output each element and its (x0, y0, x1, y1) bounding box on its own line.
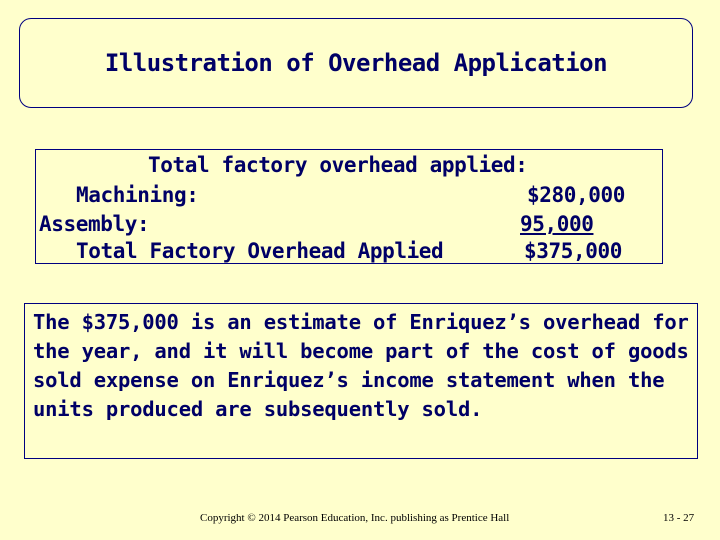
row-label-machining: Machining: (76, 183, 199, 207)
copyright-footer: Copyright © 2014 Pearson Education, Inc. publishing as Prentice Hall (200, 512, 510, 524)
row-amount-assembly: 95,000 (520, 212, 594, 236)
row-label-assembly: Assembly: (39, 212, 150, 236)
row-amount-machining: $280,000 (527, 183, 625, 207)
explanation-box (24, 303, 698, 459)
slide-title: Illustration of Overhead Application (104, 49, 608, 77)
overhead-table (35, 149, 663, 264)
overhead-heading: Total factory overhead applied: (148, 153, 528, 177)
title-box (19, 18, 693, 108)
row-label-total: Total Factory Overhead Applied (76, 239, 444, 263)
row-amount-total: $375,000 (524, 239, 622, 263)
page-number: 13 - 27 (663, 512, 695, 524)
explanation-text: The $375,000 is an estimate of Enriquez’s overhead for the year, and it will become part of the cost of goods sold expense on Enriquez’s income statement when the units produced are subsequently sold. (33, 310, 689, 421)
